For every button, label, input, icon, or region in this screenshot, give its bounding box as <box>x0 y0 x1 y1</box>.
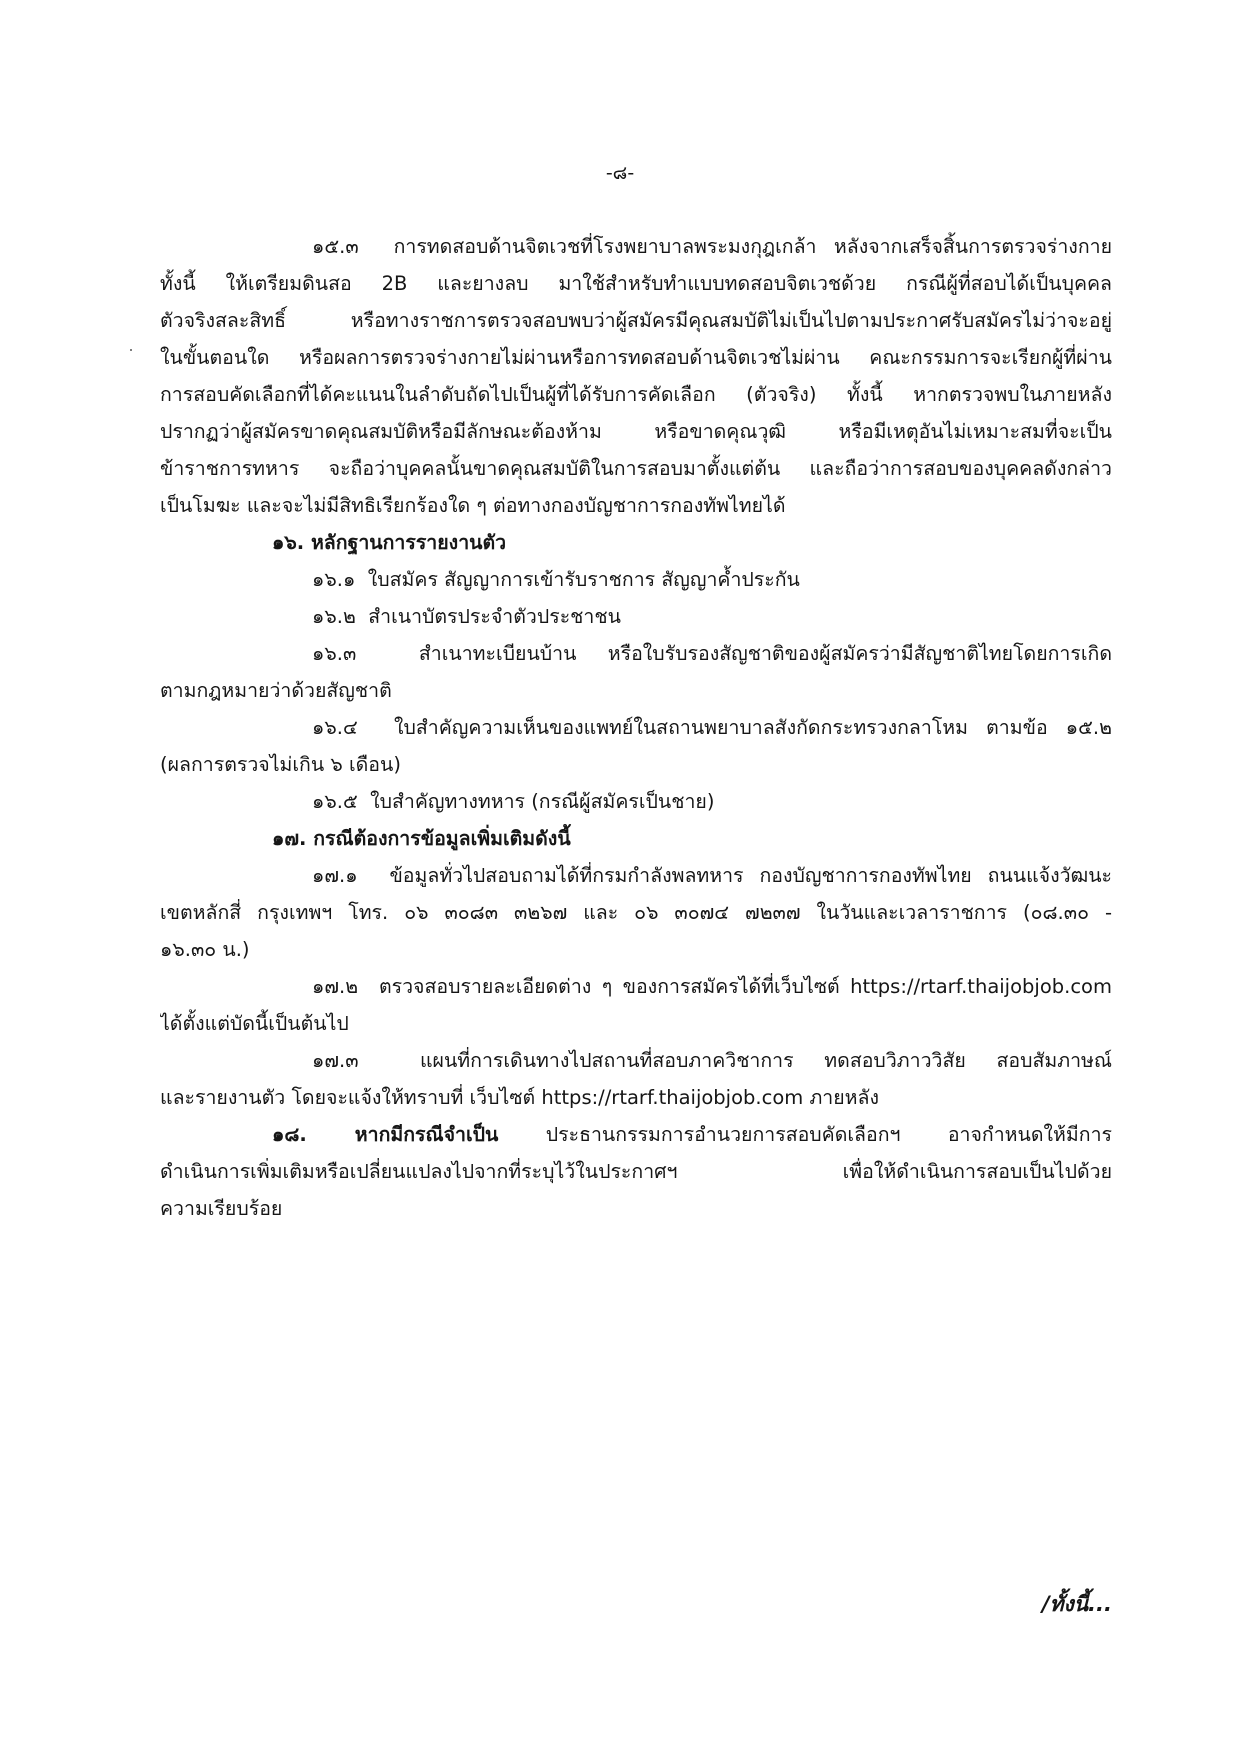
sec15-3-line-2: ทั้งนี้ ให้เตรียมดินสอ 2B และยางลบ มาใช้สำหรับทำแบบทดสอบจิตเวชด้วย กรณีผู้ที่สอบได้เป็นบุคคล <box>160 272 1112 295</box>
continuation-marker: /ทั้งนี้... <box>1041 1592 1112 1616</box>
sec17-2-cont: ได้ตั้งแต่บัดนี้เป็นต้นไป <box>160 1012 349 1035</box>
sec16-1-text: ใบสมัคร สัญญาการเข้ารับราชการ สัญญาค้ำประกัน <box>367 568 800 591</box>
sec17-2-number: ๑๗.๒ <box>312 975 359 998</box>
sec18-line-2: ดำเนินการเพิ่มเติมหรือเปลี่ยนแปลงไปจากที่ระบุไว้ในประกาศฯ เพื่อให้ดำเนินการสอบเป็นไปด้วย <box>160 1160 1112 1183</box>
sec15-3-number: ๑๕.๓ <box>312 235 359 258</box>
sec15-3-line-6: ปรากฏว่าผู้สมัครขาดคุณสมบัติหรือมีลักษณะต้องห้าม หรือขาดคุณวุฒิ หรือมีเหตุอันไม่เหมาะสมที่จะเป็น <box>160 420 1112 443</box>
sec17-1-number: ๑๗.๑ <box>312 864 358 887</box>
sec18-text: ประธานกรรมการอำนวยการสอบคัดเลือกฯ อาจกำหนดให้มีการ <box>545 1123 1112 1146</box>
sec17-1-text: ข้อมูลทั่วไปสอบถามได้ที่กรมกำลังพลทหาร กองบัญชาการกองทัพไทย ถนนแจ้งวัฒนะ <box>389 864 1112 887</box>
sec15-3-line-3: ตัวจริงสละสิทธิ์ หรือทางราชการตรวจสอบพบว่าผู้สมัครมีคุณสมบัติไม่เป็นไปตามประกาศรับสมัครไม่ว่าจะอยู่ <box>160 309 1112 332</box>
document-body <box>160 228 1112 1227</box>
sec16-1-number: ๑๖.๑ <box>312 568 356 591</box>
sec17-1 <box>160 857 1112 894</box>
sec16-3-cont: ตามกฎหมายว่าด้วยสัญชาติ <box>160 679 392 702</box>
sec16-4 <box>160 709 1112 746</box>
sec18-line-1 <box>160 1116 1112 1153</box>
sec16-3-text: สำเนาทะเบียนบ้าน หรือใบรับรองสัญชาติของผู้สมัครว่ามีสัญชาติไทยโดยการเกิด <box>418 642 1112 665</box>
sec17-2-text: ตรวจสอบรายละเอียดต่าง ๆ ของการสมัครได้ที่เว็บไซต์ https://rtarf.thaijobjob.com <box>378 975 1112 998</box>
sec17-3-number: ๑๗.๓ <box>312 1049 359 1072</box>
sec17-heading: ๑๗. กรณีต้องการข้อมูลเพิ่มเติมดังนี้ <box>272 827 571 850</box>
sec16-2-text: สำเนาบัตรประจำตัวประชาชน <box>368 605 621 628</box>
sec17-1-cont-2: ๑๖.๓๐ น.) <box>160 938 250 961</box>
sec15-3-line-1 <box>160 228 1112 265</box>
sec17-3 <box>160 1042 1112 1079</box>
sec15-3-line-7: ข้าราชการทหาร จะถือว่าบุคคลนั้นขาดคุณสมบัติในการสอบมาตั้งแต่ต้น และถือว่าการสอบของบุคคลดังกล่าว <box>160 457 1112 480</box>
sec16-heading: ๑๖. หลักฐานการรายงานตัว <box>272 531 507 554</box>
scan-speck <box>130 349 132 351</box>
sec16-5-text: ใบสำคัญทางทหาร (กรณีผู้สมัครเป็นชาย) <box>370 790 715 813</box>
sec18-heading: ๑๘. หากมีกรณีจำเป็น <box>272 1123 499 1146</box>
sec16-5 <box>160 783 1112 820</box>
sec16-5-number: ๑๖.๕ <box>312 790 358 813</box>
sec16-2 <box>160 598 1112 635</box>
sec16-2-number: ๑๖.๒ <box>312 605 356 628</box>
sec16-4-number: ๑๖.๔ <box>312 716 358 739</box>
sec16-3 <box>160 635 1112 672</box>
sec16-1 <box>160 561 1112 598</box>
sec15-3-text: การทดสอบด้านจิตเวชที่โรงพยาบาลพระมงกุฎเกล้า หลังจากเสร็จสิ้นการตรวจร่างกาย <box>393 235 1112 258</box>
sec15-3-line-5: การสอบคัดเลือกที่ได้คะแนนในลำดับถัดไปเป็นผู้ที่ได้รับการคัดเลือก (ตัวจริง) ทั้งนี้ หากตรวจพบในภายหลัง <box>160 383 1112 406</box>
sec17-2 <box>160 968 1112 1005</box>
sec16-4-cont: (ผลการตรวจไม่เกิน ๖ เดือน) <box>160 753 401 776</box>
sec18-line-3: ความเรียบร้อย <box>160 1197 283 1220</box>
sec16-4-text: ใบสำคัญความเห็นของแพทย์ในสถานพยาบาลสังกัดกระทรวงกลาโหม ตามข้อ ๑๕.๒ <box>394 716 1112 739</box>
sec15-3-line-8: เป็นโมฆะ และจะไม่มีสิทธิเรียกร้องใด ๆ ต่อทางกองบัญชาการกองทัพไทยได้ <box>160 494 786 517</box>
sec17-3-text: แผนที่การเดินทางไปสถานที่สอบภาควิชาการ ทดสอบวิภาววิสัย สอบสัมภาษณ์ <box>419 1049 1112 1072</box>
sec16-3-number: ๑๖.๓ <box>312 642 357 665</box>
sec17-1-cont-1: เขตหลักสี่ กรุงเทพฯ โทร. ๐๖ ๓๐๘๓ ๓๒๖๗ และ ๐๖ ๓๐๗๔ ๗๒๓๗ ในวันและเวลาราชการ (๐๘.๓๐ - <box>160 901 1112 924</box>
page-number: -๘- <box>605 162 635 184</box>
sec15-3-line-4: ในขั้นตอนใด หรือผลการตรวจร่างกายไม่ผ่านหรือการทดสอบด้านจิตเวชไม่ผ่าน คณะกรรมการจะเรียกผู้ที่ผ่าน <box>160 346 1112 369</box>
sec17-3-cont: และรายงานตัว โดยจะแจ้งให้ทราบที่ เว็บไซต์ https://rtarf.thaijobjob.com ภายหลัง <box>160 1086 880 1109</box>
